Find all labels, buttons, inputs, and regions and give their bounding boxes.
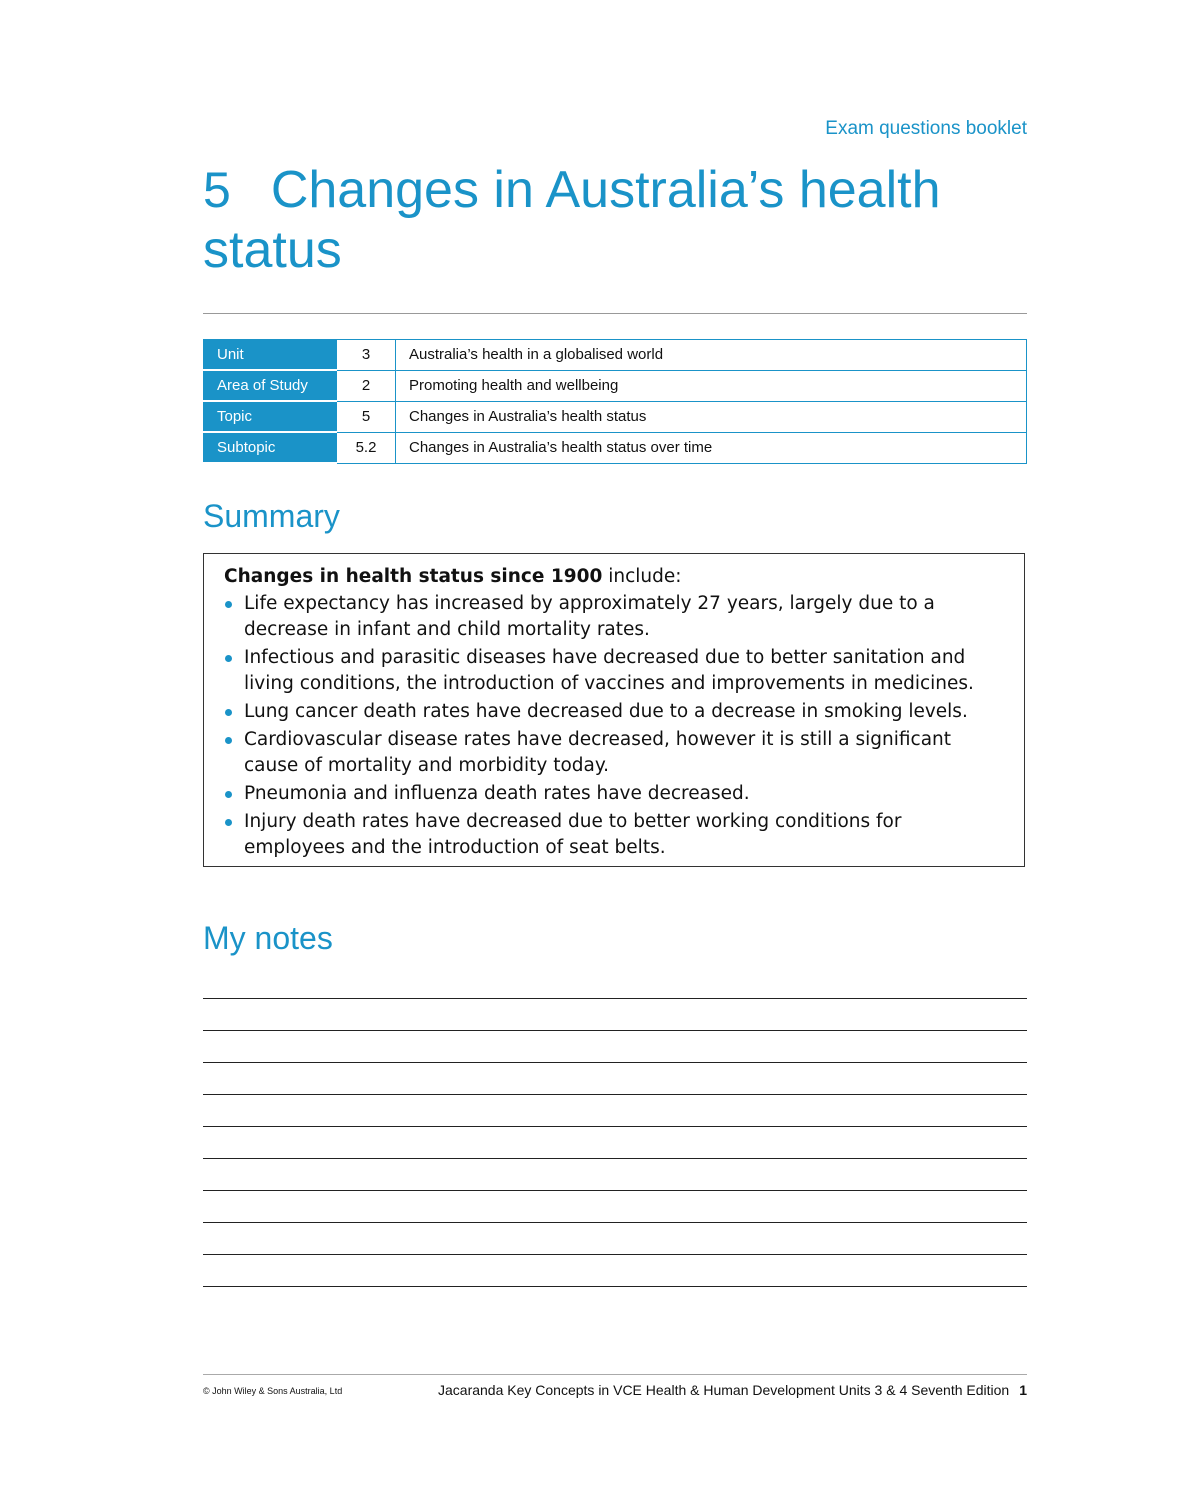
summary-intro [224, 564, 1006, 590]
row-number: 3 [337, 340, 396, 371]
list-item [224, 591, 1006, 643]
note-line [203, 1062, 1027, 1063]
footer-divider [203, 1374, 1027, 1375]
table-row [204, 370, 1027, 401]
bullet-icon [225, 791, 232, 798]
list-item-text: Life expectancy has increased by approximately 27 years, largely due to a decrease in infant and child mortality rates. [244, 593, 935, 640]
list-item-text: Pneumonia and influenza death rates have decreased. [244, 783, 750, 804]
note-line [203, 1190, 1027, 1191]
bullet-icon [225, 737, 232, 744]
bullet-icon [225, 655, 232, 662]
table-row [204, 340, 1027, 371]
row-key: Area of Study [204, 370, 337, 401]
notes-heading: My notes [203, 920, 333, 956]
table-row [204, 432, 1027, 463]
row-number: 2 [337, 370, 396, 401]
bullet-icon [225, 601, 232, 608]
title-divider [203, 313, 1027, 314]
chapter-number: 5 [203, 162, 231, 218]
row-number: 5 [337, 401, 396, 432]
row-key: Topic [204, 401, 337, 432]
footer-copyright: © John Wiley & Sons Australia, Ltd [203, 1386, 343, 1396]
page-number: 1 [1019, 1382, 1027, 1398]
list-item [224, 781, 1006, 807]
bullet-icon [225, 819, 232, 826]
summary-box [203, 553, 1025, 867]
booklet-label: Exam questions booklet [825, 118, 1027, 139]
list-item [224, 699, 1006, 725]
row-key: Subtopic [204, 432, 337, 463]
list-item [224, 809, 1006, 861]
note-line [203, 998, 1027, 999]
footer-book-info [438, 1382, 1027, 1398]
note-line [203, 1030, 1027, 1031]
row-description: Changes in Australia’s health status [396, 401, 1027, 432]
row-description: Promoting health and wellbeing [396, 370, 1027, 401]
note-line [203, 1158, 1027, 1159]
row-key: Unit [204, 340, 337, 371]
list-item [224, 645, 1006, 697]
topic-info-table [203, 339, 1027, 464]
bullet-icon [225, 709, 232, 716]
summary-list [224, 591, 1006, 861]
list-item-text: Cardiovascular disease rates have decreased, however it is still a significant cause of mortality and morbidity today. [244, 729, 952, 776]
summary-intro-rest: include: [602, 566, 682, 587]
note-line [203, 1286, 1027, 1287]
summary-intro-bold: Changes in health status since 1900 [224, 566, 603, 587]
list-item-text: Injury death rates have decreased due to better working conditions for employees and the introduction of seat belts. [244, 811, 902, 858]
footer-book-title: Jacaranda Key Concepts in VCE Health & Human Development Units 3 & 4 Seventh Edition [438, 1382, 1010, 1398]
list-item-text: Infectious and parasitic diseases have decreased due to better sanitation and living conditions, the introduction of vaccines and improvements in medicines. [244, 647, 974, 694]
chapter-title-text: Changes in Australia’s health status [203, 161, 941, 279]
note-line [203, 1126, 1027, 1127]
row-number: 5.2 [337, 432, 396, 463]
table-row [204, 401, 1027, 432]
row-description: Australia’s health in a globalised world [396, 340, 1027, 371]
note-line [203, 1254, 1027, 1255]
list-item-text: Lung cancer death rates have decreased due to a decrease in smoking levels. [244, 701, 968, 722]
row-description: Changes in Australia’s health status over time [396, 432, 1027, 463]
list-item [224, 727, 1006, 779]
summary-heading: Summary [203, 498, 340, 534]
chapter-title [203, 160, 1033, 280]
note-line [203, 1094, 1027, 1095]
note-line [203, 1222, 1027, 1223]
